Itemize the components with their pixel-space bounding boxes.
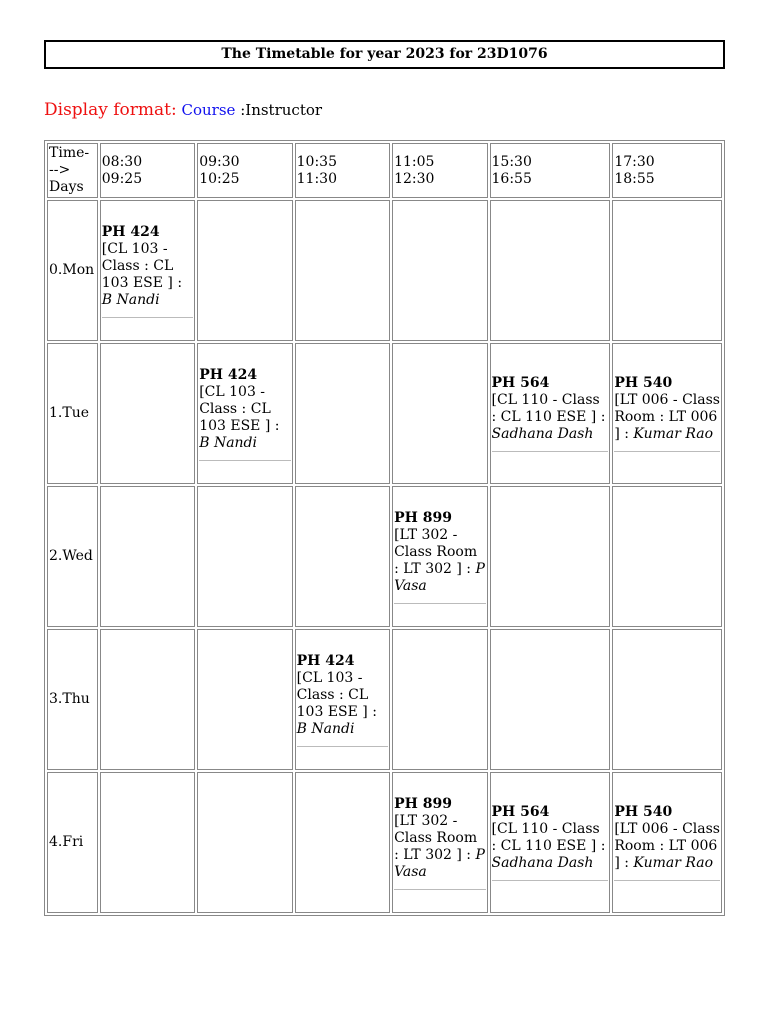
entry-divider — [297, 746, 388, 747]
header-row — [47, 143, 722, 198]
room-info: [CL 103 - Class : CL 103 ESE ] : — [101, 240, 183, 291]
time-slot-header — [197, 143, 292, 198]
slot-start-time: 10:35 — [296, 153, 337, 170]
timetable-cell — [100, 343, 195, 484]
timetable-cell — [295, 772, 390, 913]
course-code: PH 564 — [491, 375, 550, 391]
entry-divider — [614, 880, 720, 881]
timetable-cell — [197, 200, 292, 341]
timetable-cell — [392, 772, 487, 913]
day-label: 0.Mon — [47, 200, 98, 341]
timetable-cell — [612, 486, 722, 627]
timetable-cell — [100, 200, 195, 341]
slot-end-time: 11:30 — [296, 170, 337, 187]
class-entry — [614, 804, 720, 881]
day-label: 2.Wed — [47, 486, 98, 627]
timetable-cell — [490, 200, 611, 341]
slot-start-time: 17:30 — [614, 153, 655, 170]
slot-start-time: 11:05 — [394, 153, 435, 170]
timetable-cell — [197, 629, 292, 770]
timetable-cell — [392, 629, 487, 770]
time-slot-header — [100, 143, 195, 198]
entry-divider — [102, 317, 193, 318]
room-info: [LT 006 - Class Room : LT 006 ] : — [614, 392, 720, 442]
room-info: [CL 110 - Class : CL 110 ESE ] : — [491, 392, 606, 425]
class-entry — [614, 375, 720, 452]
course-code: PH 899 — [394, 795, 452, 812]
corner-label-line: Time- — [49, 145, 90, 161]
entry-divider — [492, 880, 609, 881]
course-code: PH 424 — [296, 652, 355, 669]
course-code: PH 424 — [101, 223, 160, 240]
slot-end-time: 10:25 — [199, 170, 240, 187]
timetable-cell — [490, 772, 611, 913]
timetable-cell — [295, 486, 390, 627]
timetable-cell — [612, 343, 722, 484]
format-label: Display format: — [44, 100, 177, 120]
class-entry — [492, 804, 609, 881]
day-row — [47, 200, 722, 341]
room-info: [LT 006 - Class Room : LT 006 ] : — [614, 821, 720, 871]
timetable-cell — [100, 486, 195, 627]
course-code: PH 540 — [614, 804, 673, 820]
page-title: The Timetable for year 2023 for 23D1076 — [44, 40, 725, 69]
time-slot-header — [490, 143, 611, 198]
class-entry — [102, 224, 193, 318]
instructor-name: P Vasa — [394, 846, 485, 880]
course-code: PH 564 — [491, 804, 550, 820]
time-slot-header — [295, 143, 390, 198]
instructor-name: B Nandi — [296, 720, 355, 737]
timetable-cell — [197, 343, 292, 484]
class-entry — [199, 367, 290, 461]
room-info: [LT 302 - Class Room : LT 302 ] : — [394, 526, 478, 577]
entry-divider — [394, 889, 485, 890]
class-entry — [394, 510, 485, 604]
time-slot-header — [392, 143, 487, 198]
timetable-cell — [490, 629, 611, 770]
entry-divider — [614, 451, 720, 452]
timetable-cell — [295, 200, 390, 341]
instructor-name: Sadhana Dash — [491, 855, 594, 871]
format-course: Course — [181, 101, 236, 119]
instructor-name: B Nandi — [199, 434, 257, 451]
course-code: PH 899 — [394, 509, 452, 526]
slot-end-time: 16:55 — [491, 170, 532, 187]
slot-start-time: 08:30 — [101, 153, 143, 170]
class-entry — [394, 796, 485, 890]
instructor-name: Sadhana Dash — [491, 426, 594, 442]
day-label: 1.Tue — [47, 343, 98, 484]
slot-end-time: 09:25 — [101, 170, 143, 187]
timetable-cell — [392, 343, 487, 484]
entry-divider — [394, 603, 485, 604]
day-row — [47, 343, 722, 484]
slot-end-time: 18:55 — [614, 170, 655, 187]
day-label: 4.Fri — [47, 772, 98, 913]
instructor-name: Kumar Rao — [633, 426, 713, 442]
entry-divider — [199, 460, 290, 461]
room-info: [CL 103 - Class : CL 103 ESE ] : — [296, 669, 377, 720]
slot-end-time: 12:30 — [394, 170, 435, 187]
timetable-cell — [490, 343, 611, 484]
timetable-cell — [612, 772, 722, 913]
timetable-cell — [490, 486, 611, 627]
timetable-cell — [612, 200, 722, 341]
time-days-corner — [47, 143, 98, 198]
day-row — [47, 629, 722, 770]
course-code: PH 540 — [614, 375, 673, 391]
instructor-name: P Vasa — [394, 560, 485, 594]
room-info: [LT 302 - Class Room : LT 302 ] : — [394, 812, 478, 863]
entry-divider — [492, 451, 609, 452]
timetable-cell — [392, 486, 487, 627]
timetable-cell — [197, 486, 292, 627]
timetable-cell — [295, 343, 390, 484]
timetable-cell — [295, 629, 390, 770]
class-entry — [297, 653, 388, 747]
timetable-cell — [392, 200, 487, 341]
time-slot-header — [612, 143, 722, 198]
corner-label-line: --> — [49, 162, 71, 178]
corner-label-line: Days — [49, 179, 84, 195]
day-label: 3.Thu — [47, 629, 98, 770]
timetable-cell — [100, 629, 195, 770]
format-instructor: :Instructor — [240, 101, 323, 119]
timetable — [44, 140, 725, 916]
room-info: [CL 110 - Class : CL 110 ESE ] : — [491, 821, 606, 854]
slot-start-time: 09:30 — [199, 153, 240, 170]
class-entry — [492, 375, 609, 452]
instructor-name: Kumar Rao — [633, 855, 713, 871]
day-row — [47, 486, 722, 627]
day-row — [47, 772, 722, 913]
display-format-legend — [44, 100, 322, 120]
timetable-cell — [197, 772, 292, 913]
slot-start-time: 15:30 — [491, 153, 532, 170]
course-code: PH 424 — [199, 366, 258, 383]
timetable-cell — [100, 772, 195, 913]
room-info: [CL 103 - Class : CL 103 ESE ] : — [199, 383, 280, 434]
instructor-name: B Nandi — [101, 291, 160, 308]
timetable-cell — [612, 629, 722, 770]
